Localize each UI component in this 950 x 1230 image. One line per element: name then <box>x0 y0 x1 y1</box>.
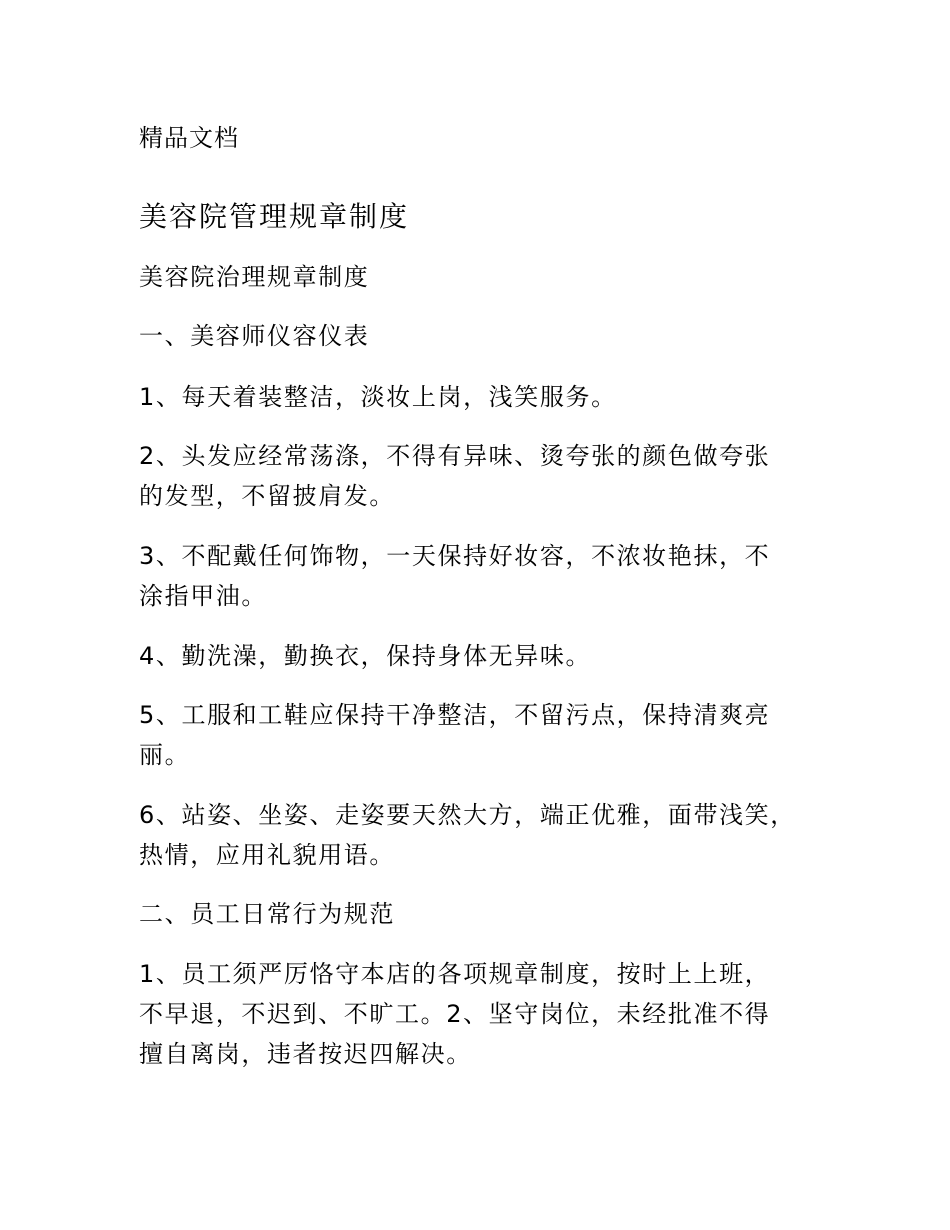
section-heading-1: 一、美容师仪容仪表 <box>139 322 370 350</box>
list-item-2-line1: 2、头发应经常荡涤，不得有异味、烫夸张的颜色做夸张 <box>139 442 771 470</box>
document-title: 美容院管理规章制度 <box>139 200 410 233</box>
section-heading-2: 二、员工日常行为规范 <box>139 900 395 928</box>
list-item-5-line1: 5、工服和工鞋应保持干净整洁，不留污点，保持清爽亮 <box>139 701 771 729</box>
list-item-2-line2: 的发型，不留披肩发。 <box>139 482 395 510</box>
para-line-3: 擅自离岗，违者按迟四解决。 <box>139 1040 472 1068</box>
list-item-6-line1: 6、站姿、坐姿、走姿要天然大方，端正优雅，面带浅笑， <box>139 801 796 829</box>
list-item-3-line2: 涂指甲油。 <box>139 582 267 610</box>
page-header: 精品文档 <box>139 124 239 152</box>
list-item-4: 4、勤洗澡，勤换衣，保持身体无异味。 <box>139 642 592 670</box>
list-item-6-line2: 热情，应用礼貌用语。 <box>139 841 395 869</box>
document-subtitle: 美容院治理规章制度 <box>139 263 370 291</box>
list-item-3-line1: 3、不配戴任何饰物，一天保持好妆容，不浓妆艳抹，不 <box>139 542 771 570</box>
list-item-5-line2: 丽。 <box>139 741 191 769</box>
para-line-2: 不早退，不迟到、不旷工。2、坚守岗位，未经批准不得 <box>139 1000 771 1028</box>
para-line-1: 1、员工须严厉恪守本店的各项规章制度，按时上上班， <box>139 960 771 988</box>
list-item-1: 1、每天着装整洁，淡妆上岗，浅笑服务。 <box>139 383 617 411</box>
